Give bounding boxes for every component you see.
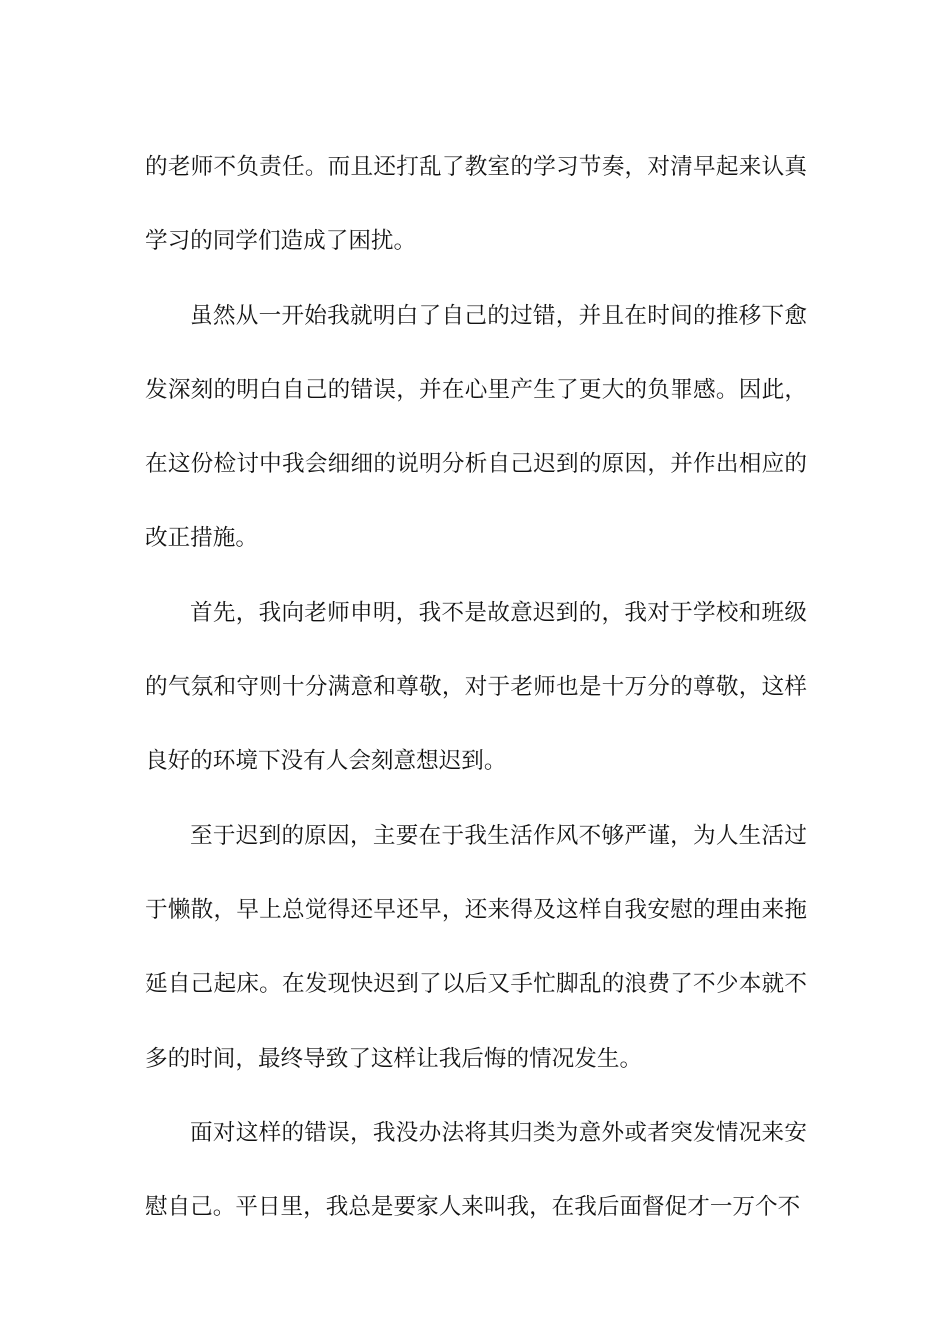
paragraph-1: 的老师不负责任。而且还打乱了教室的学习节奏，对清早起来认真学习的同学们造成了困扰。 <box>145 154 807 255</box>
paragraph-2: 虽然从一开始我就明白了自己的过错，并且在时间的推移下愈发深刻的明白自己的错误，并在心里产生了更大的负罪感。因此，在这份检讨中我会细细的说明分析自己迟到的原因，并作出相应的改正措施。 <box>145 302 807 552</box>
paragraph-3: 首先，我向老师申明，我不是故意迟到的，我对于学校和班级的气氛和守则十分满意和尊敬，对于老师也是十万分的尊敬，这样良好的环境下没有人会刻意想迟到。 <box>145 599 807 775</box>
paragraph-5: 面对这样的错误，我没办法将其归类为意外或者突发情况来安慰自己。平日里，我总是要家人来叫我，在我后面督促才一万个不 <box>145 1119 807 1221</box>
paragraph-4: 至于迟到的原因，主要在于我生活作风不够严谨，为人生活过于懒散，早上总觉得还早还早，还来得及这样自我安慰的理由来拖延自己起床。在发现快迟到了以后又手忙脚乱的浪费了不少本就不多的时间，最终导致了这样让我后悔的情况发生。 <box>145 822 807 1072</box>
document-body <box>145 130 807 1244</box>
